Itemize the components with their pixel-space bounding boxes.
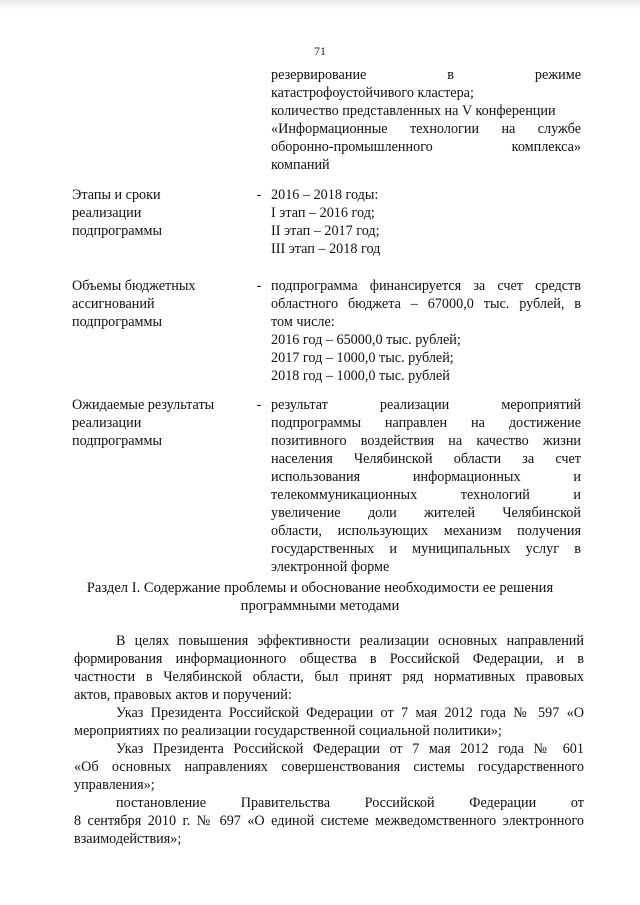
label-line: подпрограммы [72,433,162,449]
value-line: результат реализации мероприятий [271,397,581,413]
cell-line: компаний [271,157,330,173]
body-line: формирования информационного общества в Российской Федерации, и в [74,651,584,667]
label-line: ассигнований [72,296,155,312]
cell-line: катастрофоустойчивого кластера; [271,85,474,101]
body-line: управления»; [74,777,155,793]
value-line: 2016 – 2018 годы: [271,187,379,203]
row-dash: - [256,397,262,413]
value-line: том числе: [271,314,335,330]
label-line: реализации [72,415,142,431]
row-value [271,396,581,576]
value-line: подпрограммы направлен на достижение [271,415,581,431]
section-heading-line: программными методами [240,598,400,614]
value-line: электронной форме [271,559,390,575]
label-line: Ожидаемые результаты [72,397,215,413]
row-dash: - [256,278,262,294]
body-line: частности в Челябинской области, был принят ряд нормативных правовых [74,669,584,685]
value-line: III этап – 2018 год [271,241,381,257]
row-dash: - [256,187,262,203]
label-line: реализации [72,205,142,221]
value-line: области, использующих механизм получения [271,523,581,539]
page-number: 71 [314,44,326,58]
label-line: Этапы и сроки [72,187,161,203]
body-line: В целях повышения эффективности реализации основных направлений [116,633,584,649]
value-line: областного бюджета – 67000,0 тыс. рублей, в [271,296,581,312]
section-heading [60,579,580,615]
row-value [271,277,581,385]
row-label [72,277,247,331]
value-line: государственных и муниципальных услуг в [271,541,581,557]
value-line: 2016 год – 65000,0 тыс. рублей; [271,332,461,348]
table-cell-continuation [271,66,581,174]
value-line: телекоммуникационных технологий и [271,487,581,503]
body-text [74,632,584,848]
body-line: Указ Президента Российской Федерации от 7 мая 2012 года № 601 [116,741,584,757]
label-line: подпрограммы [72,314,162,330]
value-line: II этап – 2017 год; [271,223,380,239]
value-line: подпрограмма финансируется за счет средств [271,278,581,294]
cell-line: количество представленных на V конференции [271,103,556,119]
body-line: постановление Правительства Российской Федерации от [116,795,584,811]
row-value [271,186,581,258]
cell-line: оборонно-промышленного комплекса» [271,139,581,155]
body-line: мероприятиях по реализации государственной социальной политики»; [74,723,502,739]
section-heading-line: Раздел I. Содержание проблемы и обоснование необходимости ее решения [86,580,554,596]
body-line: «Об основных направлениях совершенствования системы государственного [74,759,584,775]
label-line: подпрограммы [72,223,162,239]
label-line: Объемы бюджетных [72,278,196,294]
value-line: 2018 год – 1000,0 тыс. рублей [271,368,450,384]
body-line: взаимодействия»; [74,831,182,847]
row-label [72,396,247,450]
body-line: 8 сентября 2010 г. № 697 «О единой системе межведомственного электронного [74,813,584,829]
value-line: населения Челябинской области за счет [271,451,581,467]
scan-top-edge [0,0,640,10]
value-line: позитивного воздействия на качество жизни [271,433,581,449]
body-line: актов, правовых актов и поручений: [74,687,292,703]
cell-line: резервирование в режиме [271,67,581,83]
value-line: I этап – 2016 год; [271,205,375,221]
cell-line: «Информационные технологии на службе [271,121,581,137]
body-line: Указ Президента Российской Федерации от 7 мая 2012 года № 597 «О [116,705,584,721]
row-label [72,186,247,240]
value-line: использования информационных и [271,469,581,485]
value-line: увеличение доли жителей Челябинской [271,505,581,521]
value-line: 2017 год – 1000,0 тыс. рублей; [271,350,454,366]
